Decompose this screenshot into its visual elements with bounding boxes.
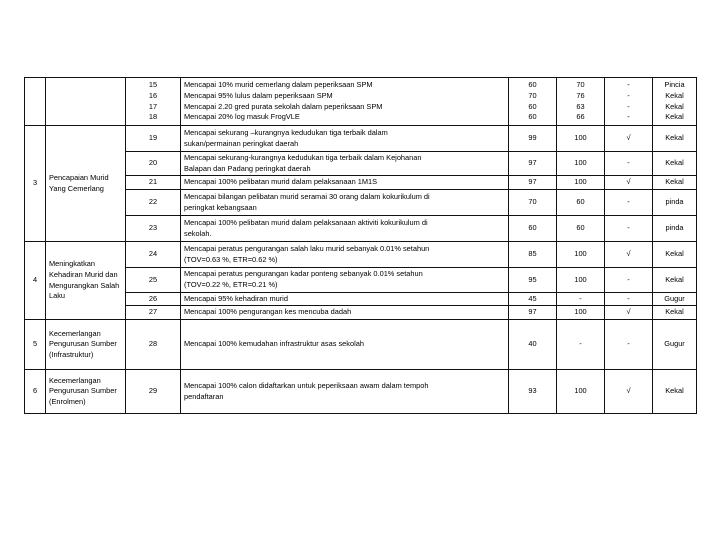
status-label: Kekal — [665, 112, 684, 122]
value-2: 100 — [557, 268, 605, 292]
item-description: Mencapai 10% murid cemerlang dalam peperiksaan SPM — [184, 80, 373, 90]
item-id: 28 — [126, 320, 181, 370]
status-label: Pincia — [664, 80, 685, 90]
value-1: 60 — [509, 216, 557, 242]
value-1: 60 — [528, 112, 537, 122]
achievement-mark: - — [605, 292, 653, 306]
achievement-mark: √ — [605, 370, 653, 414]
achievement-mark: √ — [605, 306, 653, 320]
table-row — [25, 320, 697, 370]
value-1: 99 — [509, 126, 557, 152]
achievement-mark: - — [605, 320, 653, 370]
value-2: 100 — [557, 152, 605, 176]
value-1: 60 — [528, 80, 537, 90]
item-id: 24 — [126, 242, 181, 268]
value-2: - — [557, 292, 605, 306]
item-description: Mencapai 2.20 gred purata sekolah dalam peperiksaan SPM — [184, 101, 383, 111]
achievement-mark: - — [627, 112, 630, 122]
table-row — [25, 268, 697, 292]
item-description: sekolah. — [184, 228, 212, 238]
item-id: 20 — [126, 152, 181, 176]
value-1: 95 — [509, 268, 557, 292]
item-description: Mencapai bilangan pelibatan murid seramai 30 orang dalam kokurikulum di — [184, 191, 430, 201]
achievement-mark: √ — [605, 126, 653, 152]
status-label: Gugur — [653, 292, 697, 306]
status-label: pinda — [653, 190, 697, 216]
table-row — [25, 190, 697, 216]
focus-area: Kecemerlangan Pengurusan Sumber (Infrastruktur) — [46, 320, 126, 370]
item-id: 23 — [126, 216, 181, 242]
value-1: 45 — [509, 292, 557, 306]
value-1: 70 — [528, 90, 537, 100]
item-description: Mencapai 100% kemudahan infrastruktur asas sekolah — [184, 339, 364, 349]
achievement-mark: - — [627, 101, 630, 111]
table-row — [25, 216, 697, 242]
table-row — [25, 152, 697, 176]
achievement-mark: √ — [605, 176, 653, 190]
item-description: Mencapai 100% calon didaftarkan untuk peperiksaan awam dalam tempoh — [184, 380, 429, 390]
item-id: 29 — [126, 370, 181, 414]
value-2: 100 — [557, 176, 605, 190]
status-label: Kekal — [665, 90, 684, 100]
value-2: 76 — [576, 90, 585, 100]
item-id: 15 — [148, 80, 158, 90]
item-description: Mencapai peratus pengurangan kadar ponteng sebanyak 0.01% setahun — [184, 269, 423, 279]
kpi-table — [24, 77, 697, 414]
row-number — [25, 78, 46, 126]
achievement-mark: - — [605, 190, 653, 216]
table-row — [25, 306, 697, 320]
table-row — [25, 370, 697, 414]
item-id: 26 — [126, 292, 181, 306]
table-row — [25, 176, 697, 190]
row-number: 5 — [25, 320, 46, 370]
status-label: Kekal — [653, 126, 697, 152]
item-id: 27 — [126, 306, 181, 320]
focus-area: Pencapaian Murid Yang Cemerlang — [46, 126, 126, 242]
item-description: peringkat kebangsaan — [184, 202, 257, 212]
status-label: Kekal — [653, 268, 697, 292]
row-number: 4 — [25, 242, 46, 320]
item-description: Mencapai 100% pengurangan kes mencuba dadah — [184, 307, 352, 317]
status-label: Kekal — [653, 176, 697, 190]
item-description: Mencapai sekurang –kurangnya kedudukan tiga terbaik dalam — [184, 127, 388, 137]
item-description: Mencapai sekurang-kurangnya kedudukan tiga terbaik dalam Kejohanan — [184, 153, 422, 162]
achievement-mark: √ — [605, 242, 653, 268]
value-1: 85 — [509, 242, 557, 268]
value-2: 66 — [576, 112, 585, 122]
value-2: - — [557, 320, 605, 370]
table-row — [25, 78, 697, 126]
item-id: 22 — [126, 190, 181, 216]
item-id: 25 — [126, 268, 181, 292]
item-description: Mencapai peratus pengurangan salah laku murid sebanyak 0.01% setahun — [184, 243, 430, 253]
status-label: pinda — [653, 216, 697, 242]
value-1: 97 — [509, 152, 557, 176]
status-label: Kekal — [665, 101, 684, 111]
status-label: Kekal — [653, 242, 697, 268]
row-number: 6 — [25, 370, 46, 414]
item-description: Mencapai 20% log masuk FrogVLE — [184, 112, 300, 122]
achievement-mark: - — [627, 80, 630, 90]
table-row — [25, 126, 697, 152]
item-description: sukan/permainan peringkat daerah — [184, 138, 299, 148]
value-2: 100 — [557, 370, 605, 414]
achievement-mark: - — [605, 216, 653, 242]
value-1: 60 — [528, 101, 537, 111]
item-description: (TOV=0.22 %, ETR=0.21 %) — [184, 279, 278, 289]
achievement-mark: - — [605, 152, 653, 176]
status-label: Gugur — [653, 320, 697, 370]
item-description: (TOV=0.63 %, ETR=0.62 %) — [184, 254, 278, 264]
value-1: 97 — [509, 306, 557, 320]
value-2: 100 — [557, 306, 605, 320]
achievement-mark: - — [627, 90, 630, 100]
focus-area — [46, 78, 126, 126]
value-2: 63 — [576, 101, 585, 111]
item-description: Mencapai 95% kehadiran murid — [184, 293, 288, 303]
value-2: 100 — [557, 242, 605, 268]
item-id: 18 — [148, 112, 158, 122]
focus-area: Kecemerlangan Pengurusan Sumber (Enrolmen) — [46, 370, 126, 414]
status-label: Kekal — [653, 152, 697, 176]
table-row — [25, 242, 697, 268]
item-description: Mencapai 100% pelibatan murid dalam pelaksanaan 1M1S — [184, 177, 378, 187]
table-row — [25, 292, 697, 306]
value-2: 60 — [557, 216, 605, 242]
achievement-mark: - — [605, 268, 653, 292]
focus-area: Meningkatkan Kehadiran Murid dan Mengurangkan Salah Laku — [46, 242, 126, 320]
value-1: 40 — [509, 320, 557, 370]
item-description: pendaftaran — [184, 391, 224, 401]
item-id: 16 — [148, 90, 158, 100]
value-1: 97 — [509, 176, 557, 190]
item-description: Mencapai 100% pelibatan murid dalam pelaksanaan aktiviti kokurikulum di — [184, 217, 428, 227]
value-2: 100 — [557, 126, 605, 152]
item-id: 21 — [126, 176, 181, 190]
item-description: Balapan dan Padang peringkat daerah — [184, 163, 311, 173]
item-id: 19 — [126, 126, 181, 152]
status-label: Kekal — [653, 370, 697, 414]
value-2: 70 — [576, 80, 585, 90]
row-number: 3 — [25, 126, 46, 242]
item-description: Mencapai 95% lulus dalam peperiksaan SPM — [184, 90, 333, 100]
status-label: Kekal — [653, 306, 697, 320]
value-2: 60 — [557, 190, 605, 216]
value-1: 93 — [509, 370, 557, 414]
value-1: 70 — [509, 190, 557, 216]
item-id: 17 — [148, 101, 158, 111]
